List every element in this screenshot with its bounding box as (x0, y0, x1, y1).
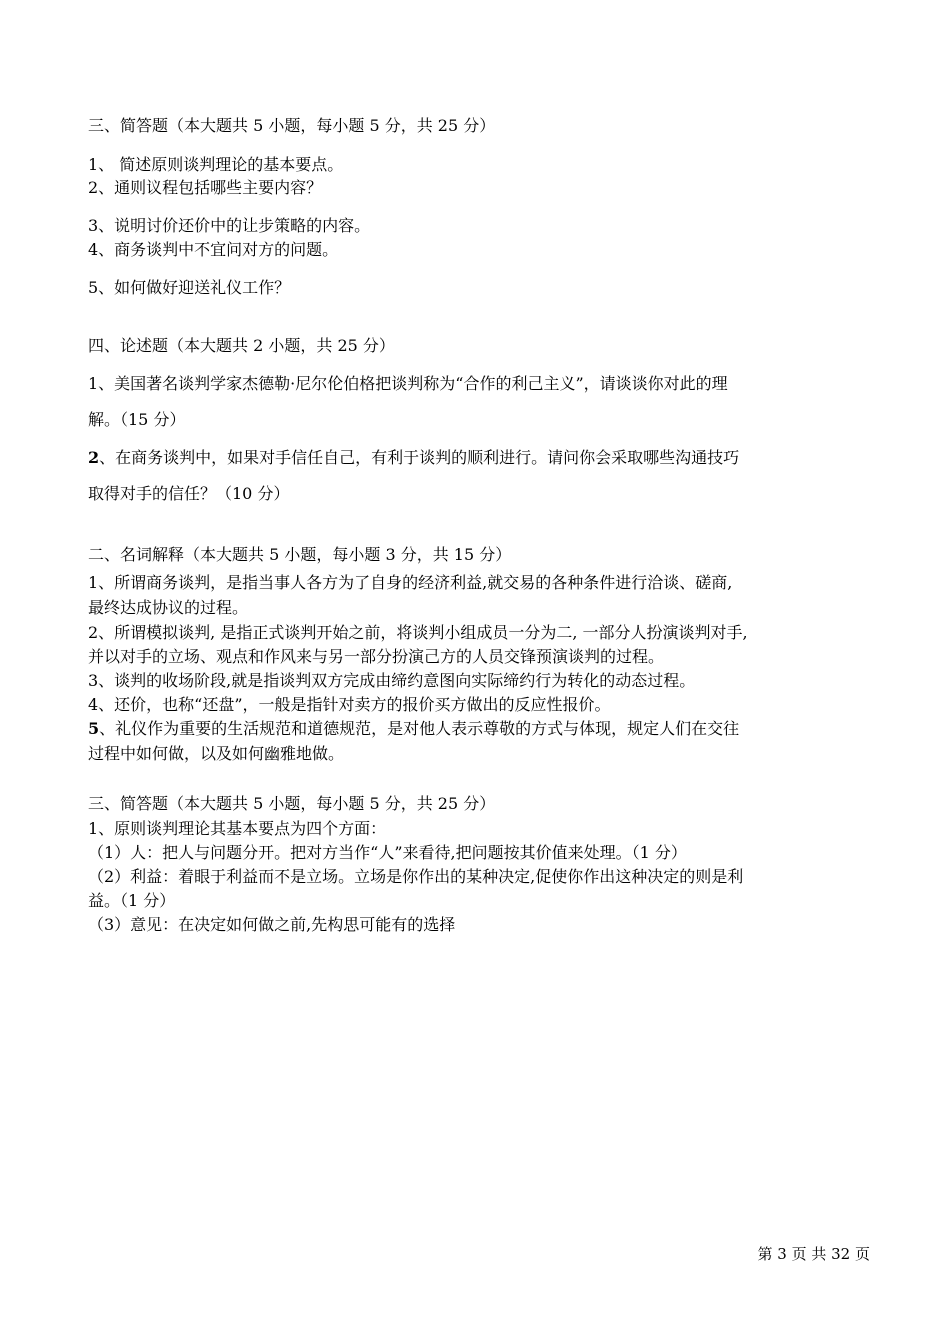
essay-question-1-line2: 解。（15 分） (88, 410, 186, 429)
answer-line: （1）人：把人与问题分开。把对方当作“人”来看待,把问题按其价值来处理。（1 分） (88, 843, 687, 862)
page-number-footer: 第 3 页 共 32 页 (757, 1245, 870, 1263)
section-heading-term-definitions: 二、名词解释（本大题共 5 小题，每小题 3 分，共 15 分） (88, 545, 512, 564)
answer-5-text: 、礼仪作为重要的生活规范和道德规范，是对他人表示尊敬的方式与体现，规定人们在交往 (99, 719, 740, 738)
answer-line: （3）意见：在决定如何做之前,先构思可能有的选择 (88, 915, 456, 934)
essay-question-1-line1: 1、美国著名谈判学家杰德勒·尼尔伦伯格把谈判称为“合作的利己主义”，请谈谈你对此的理 (88, 374, 728, 393)
answer-line: 3、谈判的收场阶段,就是指谈判双方完成由缔约意图向实际缔约行为转化的动态过程。 (88, 671, 696, 690)
question-item: 1、 简述原则谈判理论的基本要点。 (88, 155, 344, 174)
answer-line: 1、所谓商务谈判，是指当事人各方为了自身的经济利益,就交易的各种条件进行洽谈、磋商, (88, 573, 733, 592)
answer-line: 并以对手的立场、观点和作风来与另一部分扮演己方的人员交锋预演谈判的过程。 (88, 647, 665, 666)
essay-question-2-text: 、在商务谈判中，如果对手信任自己，有利于谈判的顺利进行。请问你会采取哪些沟通技巧 (99, 448, 740, 467)
answer-line: 最终达成协议的过程。 (88, 598, 249, 617)
section-heading-short-answer: 三、简答题（本大题共 5 小题，每小题 5 分，共 25 分） (88, 116, 496, 135)
question-item: 2、通则议程包括哪些主要内容？ (88, 178, 323, 197)
question-item: 5、如何做好迎送礼仪工作？ (88, 278, 291, 297)
answer-line: （2）利益：着眼于利益而不是立场。立场是你作出的某种决定,促使你作出这种决定的则是利 (88, 867, 744, 886)
section-heading-essay: 四、论述题（本大题共 2 小题，共 25 分） (88, 336, 395, 355)
answer-line (88, 718, 868, 740)
question-item: 4、商务谈判中不宜问对方的问题。 (88, 240, 339, 259)
essay-question-2-line2: 取得对手的信任？（10 分） (88, 484, 290, 503)
answer-line: 4、还价，也称“还盘”，一般是指针对卖方的报价买方做出的反应性报价。 (88, 695, 611, 714)
answer-line: 过程中如何做，以及如何幽雅地做。 (88, 744, 345, 763)
answer-line: 1、原则谈判理论其基本要点为四个方面： (88, 819, 387, 838)
answer-line: 益。（1 分） (88, 891, 176, 910)
essay-question-2-line1 (88, 447, 868, 469)
essay-question-2-number: 2 (88, 448, 100, 467)
answer-5-number: 5 (88, 719, 100, 738)
question-item: 3、说明讨价还价中的让步策略的内容。 (88, 216, 371, 235)
answer-line: 2、所谓模拟谈判, 是指正式谈判开始之前，将谈判小组成员一分为二, 一部分人扮演谈判对手, (88, 623, 748, 642)
section-heading-short-answer-answers: 三、简答题（本大题共 5 小题，每小题 5 分，共 25 分） (88, 794, 496, 813)
